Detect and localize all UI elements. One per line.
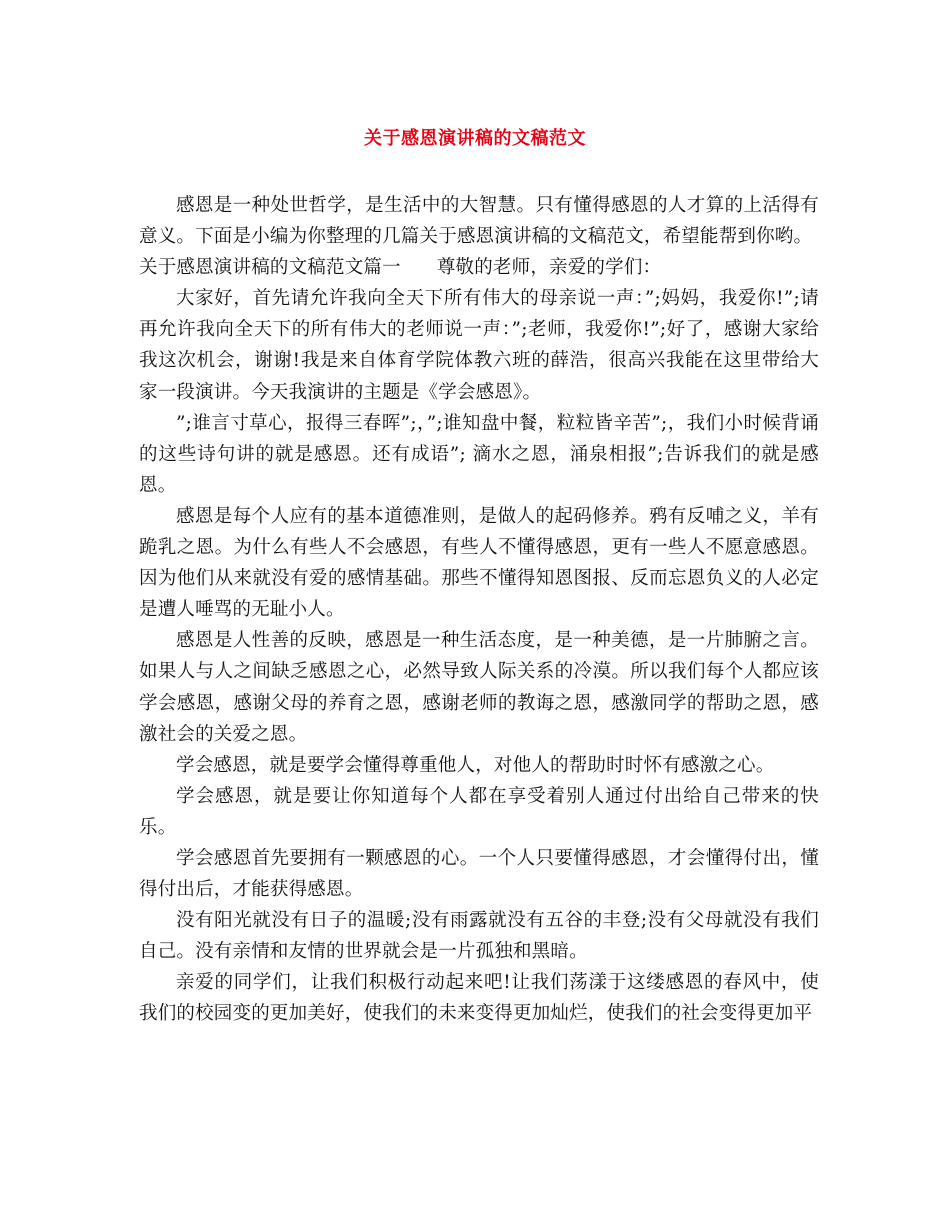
document-title: 关于感恩演讲稿的文稿范文: [364, 128, 586, 149]
body-paragraph: 没有阳光就没有日子的温暖;没有雨露就没有五谷的丰登;没有父母就没有我们自己。没有亲情和友情的世界就会是一片孤独和黑暗。: [139, 910, 819, 963]
document-body: [139, 190, 819, 1030]
body-paragraph: 感恩是每个人应有的基本道德准则，是做人的起码修养。鸦有反哺之义，羊有跪乳之恩。为什么有些人不会感恩，有些人不懂得感恩，更有一些人不愿意感恩。因为他们从来就没有爱的感情基础。那些不懂得知恩图报、反而忘恩负义的人必定是遭人唾骂的无耻小人。: [139, 505, 819, 621]
body-paragraph: 学会感恩，就是要学会懂得尊重他人，对他人的帮助时时怀有感激之心。: [176, 754, 775, 776]
body-paragraph: 亲爱的同学们，让我们积极行动起来吧!让我们荡漾于这缕感恩的春风中，使我们的校园变的更加美好，使我们的未来变得更加灿烂，使我们的社会变得更加平: [139, 972, 819, 1025]
section-heading: 关于感恩演讲稿的文稿范文篇一: [139, 257, 401, 279]
salutation: 尊敬的老师，亲爱的学们：: [436, 257, 662, 279]
section-heading-line: [139, 252, 819, 283]
body-paragraph: ”;谁言寸草心，报得三春晖”;，”;谁知盘中餐，粒粒皆辛苦”;，我们小时候背诵的这些诗句讲的就是感恩。还有成语”; 滴水之恩，涌泉相报”;告诉我们的就是感恩。: [139, 412, 819, 496]
body-paragraph: 感恩是人性善的反映，感恩是一种生活态度，是一种美德，是一片肺腑之言。如果人与人之间缺乏感恩之心，必然导致人际关系的冷漠。所以我们每个人都应该学会感恩，感谢父母的养育之恩，感谢老师的教诲之恩，感激同学的帮助之恩，感激社会的关爱之恩。: [139, 630, 819, 745]
body-paragraph: 学会感恩，就是要让你知道每个人都在享受着别人通过付出给自己带来的快乐。: [139, 785, 819, 838]
body-paragraph: 大家好，首先请允许我向全天下所有伟大的母亲说一声：”;妈妈，我爱你!”;请再允许我向全天下的所有伟大的老师说一声：”;老师，我爱你!”;好了，感谢大家给我这次机会，谢谢!我是来自体育学院体教六班的薛浩，很高兴我能在这里带给大家一段演讲。今天我演讲的主题是《学会感恩》。: [139, 288, 819, 403]
intro-paragraph: 感恩是一种处世哲学，是生活中的大智慧。只有懂得感恩的人才算的上活得有意义。下面是小编为你整理的几篇关于感恩演讲稿的文稿范文，希望能帮到你哟。: [139, 195, 819, 248]
body-paragraph: 学会感恩首先要拥有一颗感恩的心。一个人只要懂得感恩，才会懂得付出，懂得付出后，才能获得感恩。: [139, 847, 819, 901]
